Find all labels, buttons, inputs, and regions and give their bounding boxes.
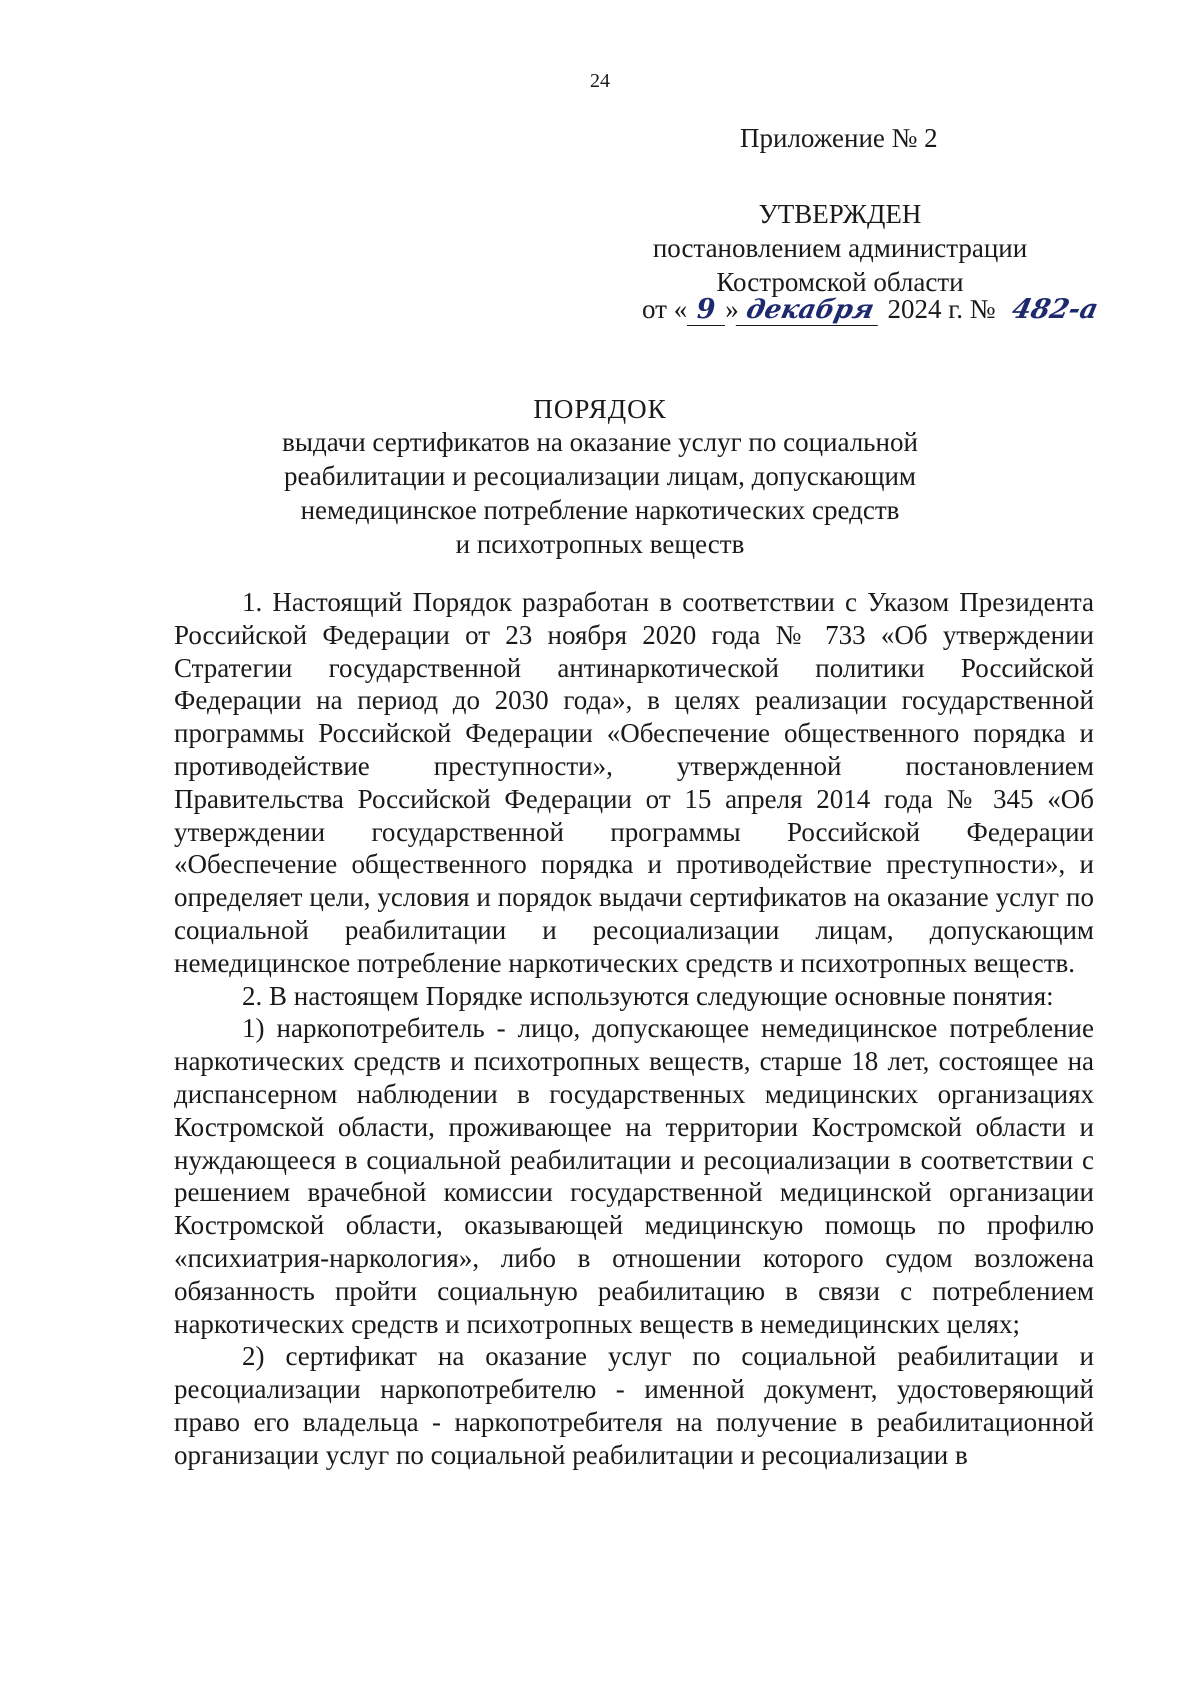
paragraph-1: 1. Настоящий Порядок разработан в соответствии с Указом Президента Российской Федерации от 23 ноября 2020 года № 733 «Об утверждении Стратегии государственной антинаркотической политики Российской Федерации на период до 2030 года», в целях реализации государственной программы Российской Федерации «Обеспечение общественного порядка и противодействие преступности», утвержденной постановлением Правительства Российской Федерации от 15 апреля 2014 года № 345 «Об утверждении государственной программы Российской Федерации «Обеспечение общественного порядка и противодействие преступности», и определяет цели, условия и порядок выдачи сертификатов на оказание услуг по социальной реабилитации и ресоциализации лицам, допускающим немедицинское потребление наркотических средств и психотропных веществ. bbox=[174, 587, 1094, 978]
subtitle-line-1: выдачи сертификатов на оказание услуг по социальной bbox=[282, 427, 918, 457]
approval-date-line bbox=[642, 294, 1114, 326]
page-number: 24 bbox=[590, 70, 610, 92]
document-subtitle bbox=[200, 425, 1000, 561]
document-title: ПОРЯДОК bbox=[533, 394, 667, 424]
handwritten-month: декабря bbox=[735, 295, 884, 326]
document-body bbox=[174, 586, 1094, 1472]
subtitle-line-2: реабилитации и ресоциализации лицам, допускающим bbox=[283, 461, 917, 491]
appendix-label: Приложение № 2 bbox=[740, 123, 938, 153]
date-prefix: от « bbox=[642, 294, 688, 324]
paragraph-2-item-2: 2) сертификат на оказание услуг по социальной реабилитации и ресоциализации наркопотребителю - именной документ, удостоверяющий право его владельца - наркопотребителя на получение в реабилитационной организации услуг по социальной реабилитации и ресоциализации в bbox=[174, 1341, 1094, 1470]
subtitle-line-3: немедицинское потребление наркотических средств bbox=[300, 495, 900, 525]
approval-line-2: Костромской области bbox=[716, 267, 964, 297]
handwritten-number: 482-а bbox=[1008, 294, 1101, 325]
date-year: 2024 г. № bbox=[887, 294, 996, 324]
handwritten-day: 9 bbox=[687, 295, 725, 326]
subtitle-line-4: и психотропных веществ bbox=[455, 529, 745, 559]
approval-line-1: постановлением администрации bbox=[652, 233, 1028, 263]
approved-heading: УТВЕРЖДЕН bbox=[758, 199, 922, 229]
date-mid: » bbox=[725, 294, 739, 324]
approval-block bbox=[600, 197, 1080, 299]
paragraph-2: 2. В настоящем Порядке используются следующие основные понятия: bbox=[242, 980, 1054, 1011]
paragraph-2-item-1: 1) наркопотребитель - лицо, допускающее немедицинское потребление наркотических средств и психотропных веществ, старше 18 лет, состоящее на диспансерном наблюдении в государственных медицинских организациях Костромской области, проживающее на территории Костромской области и нуждающееся в социальной реабилитации и ресоциализации в соответствии с решением врачебной комиссии государственной медицинской организации Костромской области, оказывающей медицинскую помощь по профилю «психиатрия-наркология», либо в отношении которого судом возложена обязанность пройти социальную реабилитацию в связи с потреблением наркотических средств и психотропных веществ в немедицинских целях; bbox=[174, 1013, 1094, 1339]
